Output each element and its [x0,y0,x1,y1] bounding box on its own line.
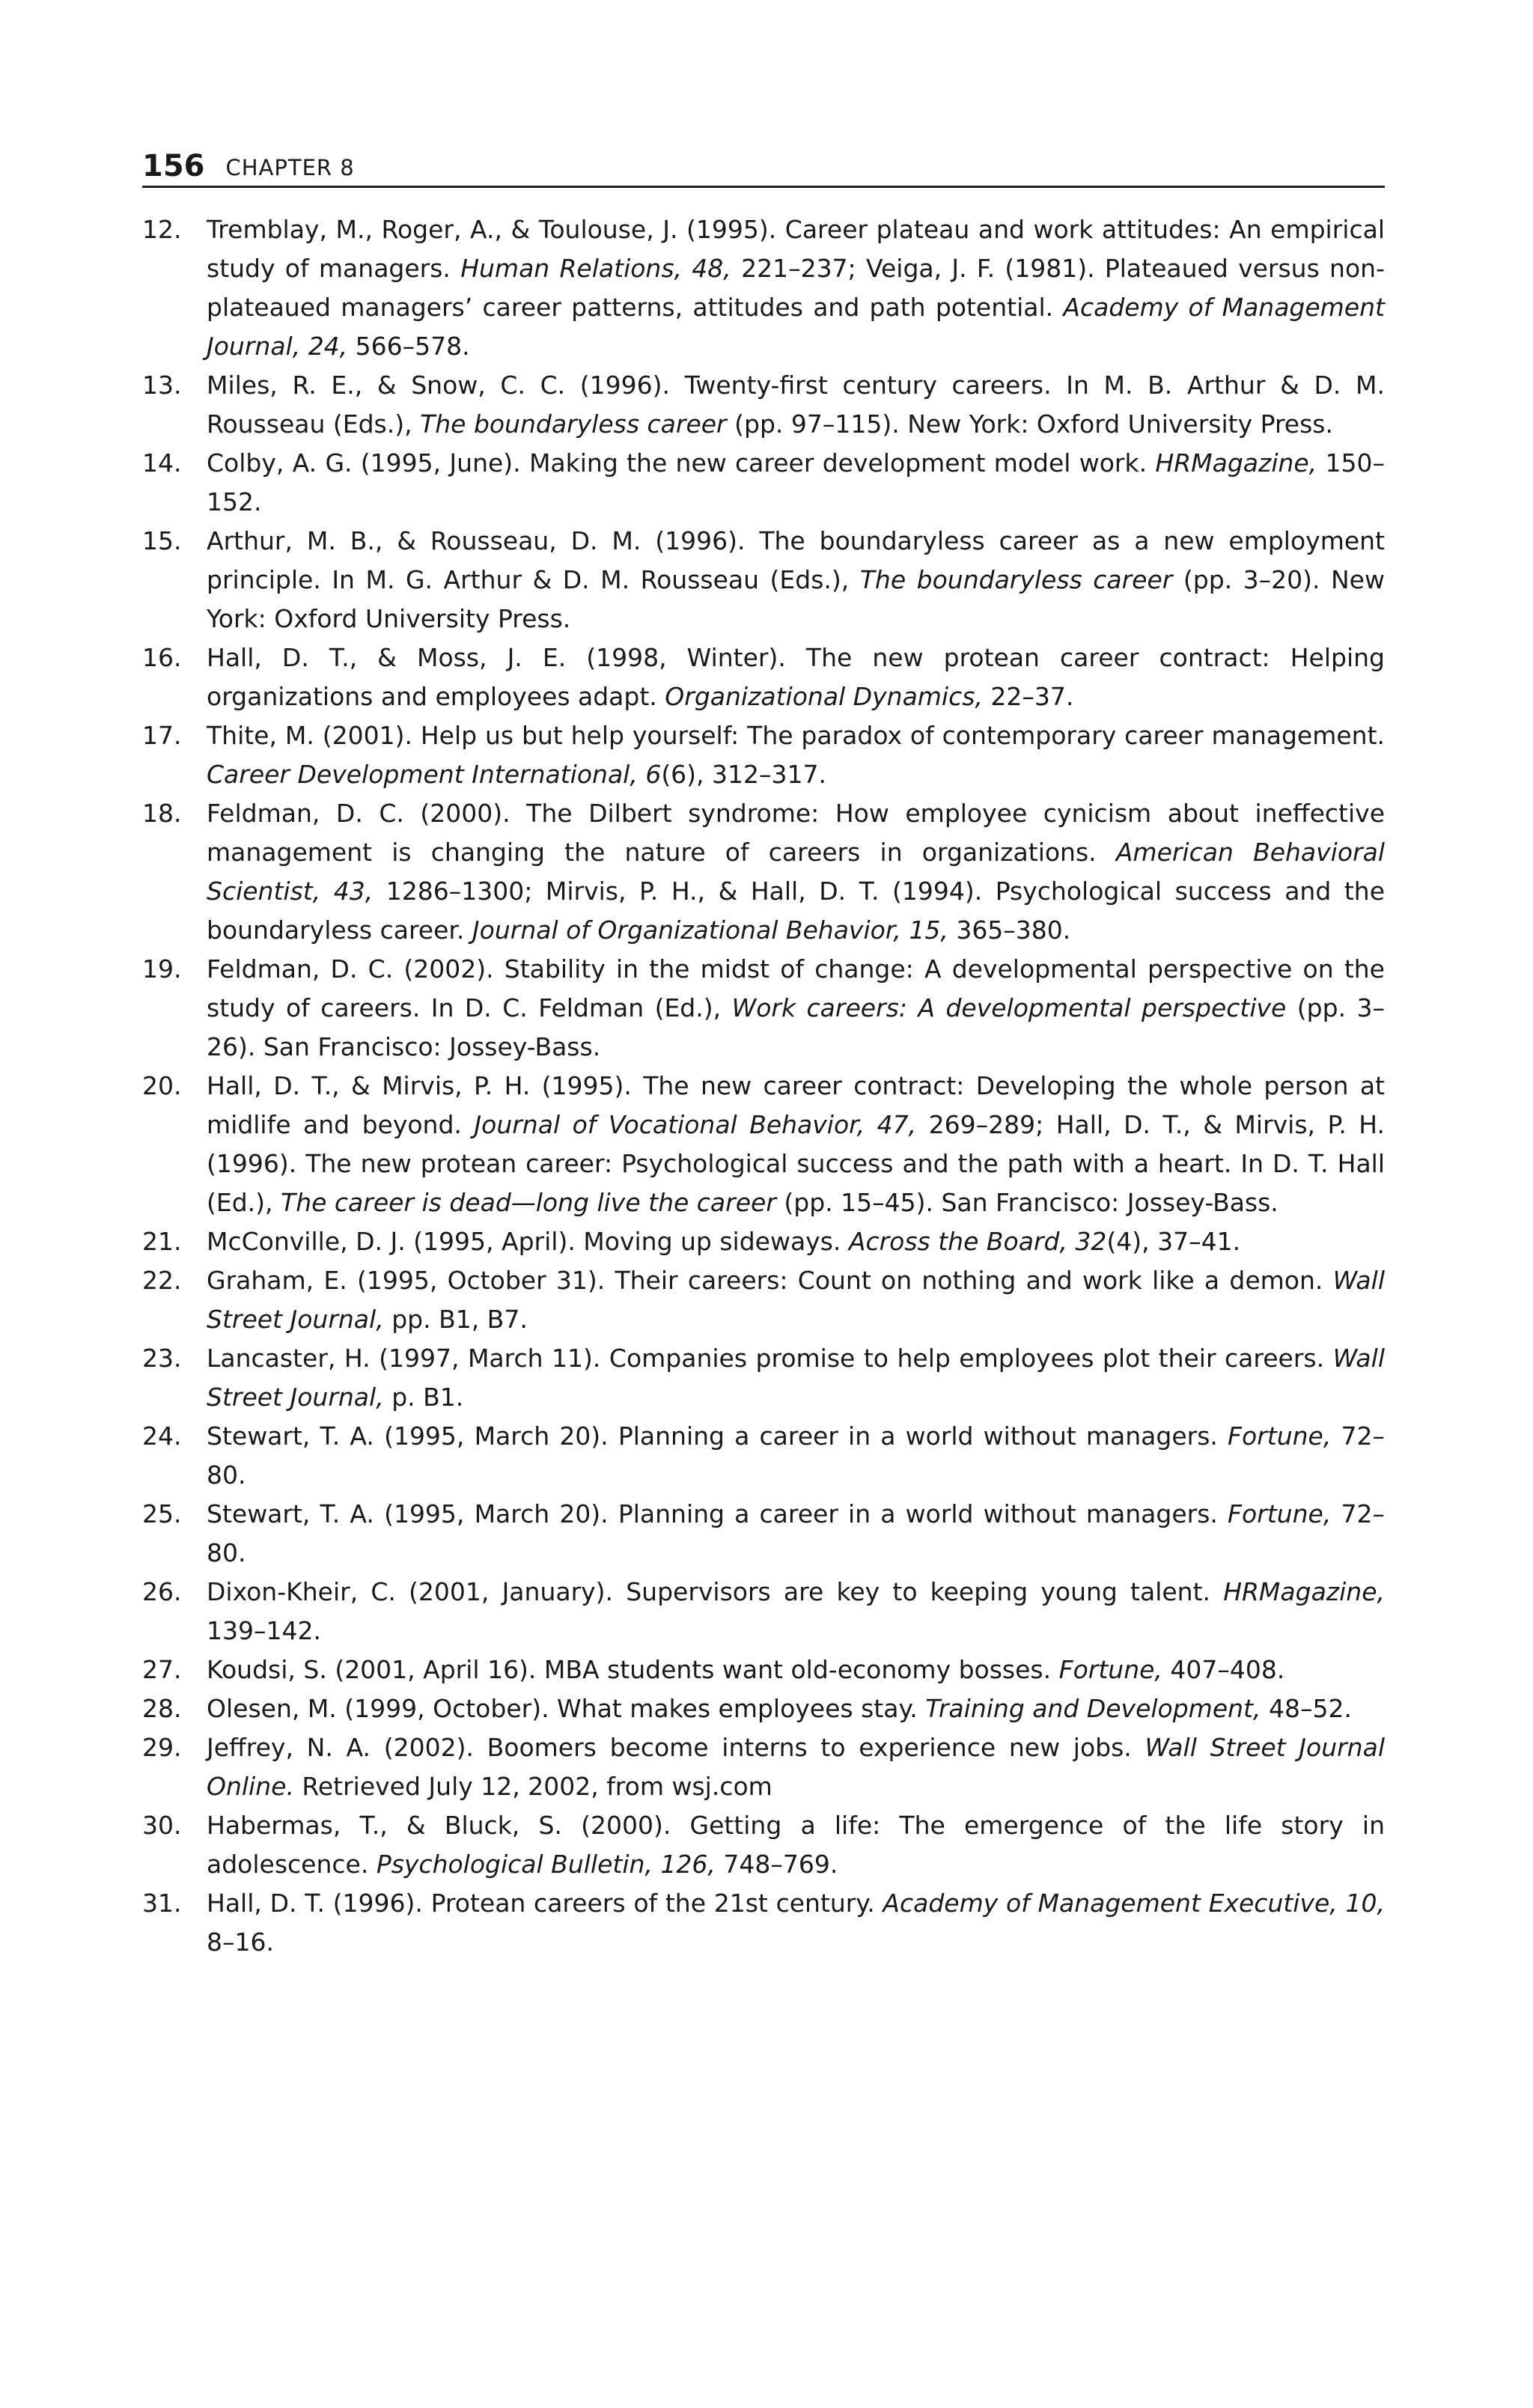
reference-text-segment: Dixon-Kheir, C. (2001, January). Supervisors are key to keeping young talent. [207,1577,1224,1606]
reference-item [142,1689,1385,1728]
reference-text-segment: Tremblay, M., Roger, A., & Toulouse, J. (1995). Career plateau and work attitudes: An empirical study of managers. [207,215,1385,283]
reference-item [142,444,1385,522]
reference-text-segment: (pp. 97–115). New York: Oxford University Press. [726,409,1333,439]
reference-source-italic: Wall Street Journal Online. [207,1733,1385,1801]
reference-item [142,1573,1385,1650]
reference-text-segment: (6), 312–317. [661,760,826,789]
reference-number: 17. [142,721,182,750]
reference-text [207,1067,1385,1222]
reference-source-italic: Career Development International, 6 [207,760,662,789]
reference-text [207,1261,1385,1339]
reference-text [207,366,1385,444]
reference-item [142,210,1385,366]
reference-item [142,1650,1385,1689]
reference-number: 25. [142,1499,182,1528]
reference-number: 15. [142,526,182,555]
reference-list [142,210,1385,1962]
reference-item [142,1067,1385,1222]
reference-text-segment: 221–237; Veiga, J. F. (1981). Plateaued versus non-plateaued managers’ career patterns, attitudes and path potential. [207,254,1385,322]
reference-item [142,1417,1385,1495]
page-number: 156 [142,149,205,183]
reference-text-segment: Jeffrey, N. A. (2002). Boomers become interns to experience new jobs. [207,1733,1145,1762]
reference-text [207,1417,1385,1495]
reference-item [142,1495,1385,1573]
reference-item [142,522,1385,638]
reference-number: 13. [142,371,182,400]
reference-source-italic: Wall Street Journal, [207,1266,1385,1334]
reference-text-segment: (pp. 3–26). San Francisco: Jossey-Bass. [207,993,1386,1061]
reference-text-segment: Miles, R. E., & Snow, C. C. (1996). Twenty-first century careers. In M. B. Arthur & D. M. Rousseau (Eds.), [207,371,1385,439]
reference-number: 16. [142,643,182,672]
reference-source-italic: Academy of Management Journal, 24, [207,293,1385,361]
reference-number: 14. [142,448,182,478]
reference-source-italic: HRMagazine, [1223,1577,1385,1606]
reference-text [207,1222,1385,1261]
reference-text-segment: Koudsi, S. (2001, April 16). MBA students want old-economy bosses. [207,1655,1059,1684]
reference-text-segment: 72–80. [207,1499,1385,1567]
reference-number: 27. [142,1655,182,1684]
reference-text-segment: 72–80. [207,1421,1385,1490]
reference-text-segment: (pp. 3–20). New York: Oxford University Press. [207,565,1385,633]
reference-source-italic: Fortune, [1228,1421,1332,1451]
reference-text [207,1728,1385,1806]
reference-text-segment: 566–578. [347,332,470,361]
reference-number: 31. [142,1889,182,1918]
reference-source-italic: Journal of Vocational Behavior, 47, [474,1110,917,1139]
reference-text-segment: Arthur, M. B., & Rousseau, D. M. (1996). The boundaryless career as a new employment principle. In M. G. Arthur & D. M. Rousseau (Eds.), [207,526,1385,594]
reference-text-segment: Thite, M. (2001). Help us but help yourself: The paradox of contemporary career management. [207,721,1385,750]
reference-text-segment: Retrieved July 12, 2002, from wsj.com [293,1772,772,1801]
reference-text-segment: Olesen, M. (1999, October). What makes employees stay. [207,1694,926,1723]
reference-text-segment: Graham, E. (1995, October 31). Their careers: Count on nothing and work like a demon. [207,1266,1333,1295]
reference-source-italic: The career is dead—long live the career [281,1188,776,1217]
reference-text-segment: Colby, A. G. (1995, June). Making the new career development model work. [207,448,1156,478]
reference-text-segment: p. B1. [383,1383,464,1412]
reference-source-italic: Fortune, [1228,1499,1332,1528]
reference-text-segment: Stewart, T. A. (1995, March 20). Planning a career in a world without managers. [207,1421,1228,1451]
reference-number: 29. [142,1733,182,1762]
reference-source-italic: The boundaryless career [859,565,1173,594]
reference-text-segment: pp. B1, B7. [383,1305,528,1334]
reference-text-segment: 22–37. [982,682,1074,711]
reference-number: 12. [142,215,182,244]
reference-item [142,716,1385,794]
reference-source-italic: Work careers: A developmental perspective [731,993,1287,1022]
reference-number: 22. [142,1266,182,1295]
reference-text [207,444,1385,522]
reference-text-segment: Lancaster, H. (1997, March 11). Companies promise to help employees plot their careers. [207,1344,1333,1373]
reference-number: 19. [142,954,182,984]
reference-text [207,1806,1385,1884]
reference-text-segment: Hall, D. T. (1996). Protean careers of the 21st century. [207,1889,883,1918]
reference-item [142,1339,1385,1417]
reference-source-italic: Academy of Management Executive, 10, [883,1889,1385,1918]
reference-number: 30. [142,1811,182,1840]
reference-text [207,1884,1385,1962]
reference-item [142,1261,1385,1339]
chapter-label: CHAPTER 8 [225,155,355,180]
reference-text-segment: (pp. 15–45). San Francisco: Jossey-Bass. [775,1188,1278,1217]
reference-number: 20. [142,1071,182,1100]
reference-text [207,638,1385,716]
reference-number: 26. [142,1577,182,1606]
reference-text-segment: Habermas, T., & Bluck, S. (2000). Getting a life: The emergence of the life story in adolescence. [207,1811,1385,1879]
reference-text-segment: 365–380. [948,915,1071,945]
reference-item [142,366,1385,444]
reference-text-segment: 407–408. [1162,1655,1285,1684]
reference-item [142,1728,1385,1806]
reference-source-italic: The boundaryless career [420,409,727,439]
reference-text [207,1650,1385,1689]
reference-source-italic: HRMagazine, [1155,448,1317,478]
reference-text [207,1495,1385,1573]
reference-text [207,522,1385,638]
reference-item [142,1222,1385,1261]
reference-number: 24. [142,1421,182,1451]
reference-source-italic: Wall Street Journal, [207,1344,1385,1412]
reference-source-italic: American Behavioral Scientist, 43, [207,838,1385,906]
reference-text [207,716,1385,794]
reference-source-italic: Human Relations, 48, [460,254,731,283]
reference-text-segment: 150–152. [207,448,1385,516]
reference-text-segment: 48–52. [1261,1694,1352,1723]
reference-text [207,1573,1385,1650]
reference-text-segment: Hall, D. T., & Moss, J. E. (1998, Winter). The new protean career contract: Helping organizations and employees adapt. [207,643,1385,711]
reference-text-segment: Stewart, T. A. (1995, March 20). Planning a career in a world without managers. [207,1499,1228,1528]
reference-item [142,950,1385,1067]
reference-source-italic: Training and Development, [925,1694,1261,1723]
reference-text-segment: Feldman, D. C. (2002). Stability in the midst of change: A developmental perspective on the study of careers. In D. C. Feldman (Ed.), [207,954,1385,1022]
reference-text [207,1339,1385,1417]
reference-text [207,1689,1385,1728]
reference-text-segment: 748–769. [715,1850,838,1879]
reference-text-segment: 139–142. [207,1616,321,1645]
reference-source-italic: Organizational Dynamics, [665,682,983,711]
reference-text-segment: Hall, D. T., & Mirvis, P. H. (1995). The new career contract: Developing the whole person at midlife and beyond. [207,1071,1385,1139]
reference-source-italic: Fortune, [1058,1655,1162,1684]
reference-number: 18. [142,799,182,828]
reference-text-segment: 1286–1300; Mirvis, P. H., & Hall, D. T. (1994). Psychological success and the boundaryless career. [207,877,1385,945]
reference-number: 21. [142,1227,182,1256]
reference-text-segment: 8–16. [207,1927,274,1957]
reference-item [142,1884,1385,1962]
reference-text [207,794,1385,950]
page-header [142,133,1385,188]
reference-source-italic: Psychological Bulletin, 126, [376,1850,716,1879]
reference-text [207,950,1385,1067]
reference-number: 23. [142,1344,182,1373]
reference-source-italic: Across the Board, 32 [848,1227,1107,1256]
reference-source-italic: Journal of Organizational Behavior, 15, [472,915,948,945]
reference-text-segment: Feldman, D. C. (2000). The Dilbert syndrome: How employee cynicism about ineffective management is changing the nature of careers in organizations. [207,799,1385,867]
reference-item [142,1806,1385,1884]
reference-item [142,638,1385,716]
reference-text-segment: 269–289; Hall, D. T., & Mirvis, P. H. (1996). The new protean career: Psychological success and the path with a heart. In D. T. Hall (Ed.), [207,1110,1385,1217]
reference-number: 28. [142,1694,182,1723]
reference-item [142,794,1385,950]
reference-text-segment: McConville, D. J. (1995, April). Moving up sideways. [207,1227,849,1256]
reference-text-segment: (4), 37–41. [1106,1227,1241,1256]
reference-text [207,210,1385,366]
